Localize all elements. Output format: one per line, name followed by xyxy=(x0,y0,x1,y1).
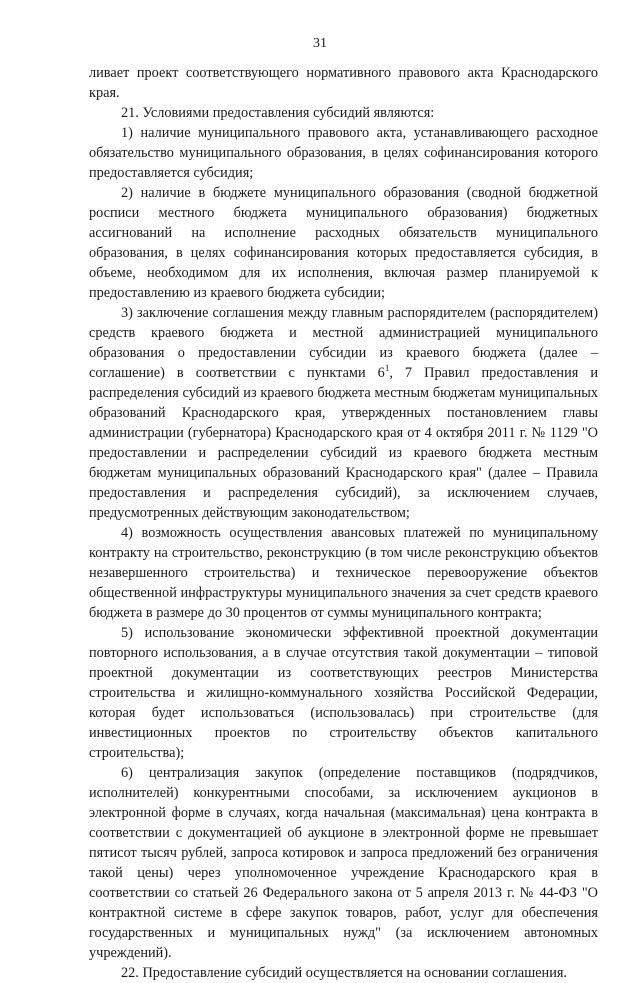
paragraph-condition-1: 1) наличие муниципального правового акта, устанавливающего расходное обязательство муниципального образования, в целях софинансирования которого предоставляется субсидия; xyxy=(89,125,598,181)
paragraph-condition-3 xyxy=(89,303,598,523)
paragraph-condition-2: 2) наличие в бюджете муниципального образования (сводной бюджетной росписи местного бюджета муниципального образования) бюджетных ассигнований на исполнение расходных обязательств муниципального образования, в целях софинансирования которых предоставляется субсидия, в объеме, необходимом для их исполнения, включая размер планируемой к предоставлению из краевого бюджета субсидии; xyxy=(89,185,598,301)
paragraph-condition-6: 6) централизация закупок (определение поставщиков (подрядчиков, исполнителей) конкурентными способами, за исключением аукционов в электронной форме в случаях, когда начальная (максимальная) цена контракта в соответствии с документацией об аукционе в электронной форме не превышает пятисот тысяч рублей, запроса котировок и запроса предложений без ограничения такой цены) через уполномоченное учреждение Краснодарского края в соответствии со статьей 26 Федерального закона от 5 апреля 2013 г. № 44-ФЗ "О контрактной системе в сфере закупок товаров, работ, услуг для обеспечения государственных и муниципальных нужд" (за исключением автономных учреждений). xyxy=(89,765,598,961)
page-number: 31 xyxy=(313,36,327,51)
paragraph-clause-22: 22. Предоставление субсидий осуществляется на основании соглашения. xyxy=(121,965,567,981)
superscript-footnote: 1 xyxy=(384,363,390,374)
condition-3-text-after: , 7 Правил предоставления и распределения субсидий из краевого бюджета местным бюджетам муниципальных образований Краснодарского края, утвержденных постановлением главы администрации (губернатора) Краснодарского края от 4 октября 2011 г. № 1129 "О предоставлении и распределении субсидий из краевого бюджета местным бюджетам муниципальных образований Краснодарского края" (далее – Правила предоставления и распределения субсидий), за исключением случаев, предусмотренных действующим законодательством; xyxy=(89,365,598,521)
paragraph-clause-21: 21. Условиями предоставления субсидий являются: xyxy=(121,105,435,121)
condition-3-text-before: 3) заключение соглашения между главным распорядителем (распорядителем) средств краевого бюджета и местной администрацией муниципального образования о предоставлении субсидии из краевого бюджета (далее – соглашение) в соответствии с пунктами 6 xyxy=(89,305,598,381)
paragraph-condition-5: 5) использование экономически эффективной проектной документации повторного использования, а в случае отсутствия такой документации – типовой проектной документации из соответствующих реестров Министерства строительства и жилищно-коммунального хозяйства Российской Федерации, которая будет использоваться (использовалась) при строительстве (для инвестиционных проектов по строительству объектов капитального строительства); xyxy=(89,625,598,761)
document-body xyxy=(89,63,598,983)
paragraph-condition-4: 4) возможность осуществления авансовых платежей по муниципальному контракту на строительство, реконструкцию (в том числе реконструкцию объектов незавершенного строительства) и техническое перевооружение объектов общественной инфраструктуры муниципального значения за счет средств краевого бюджета в размере до 30 процентов от суммы муниципального контракта; xyxy=(89,525,598,621)
paragraph-continuation: ливает проект соответствующего нормативного правового акта Краснодарского края. xyxy=(89,65,598,101)
